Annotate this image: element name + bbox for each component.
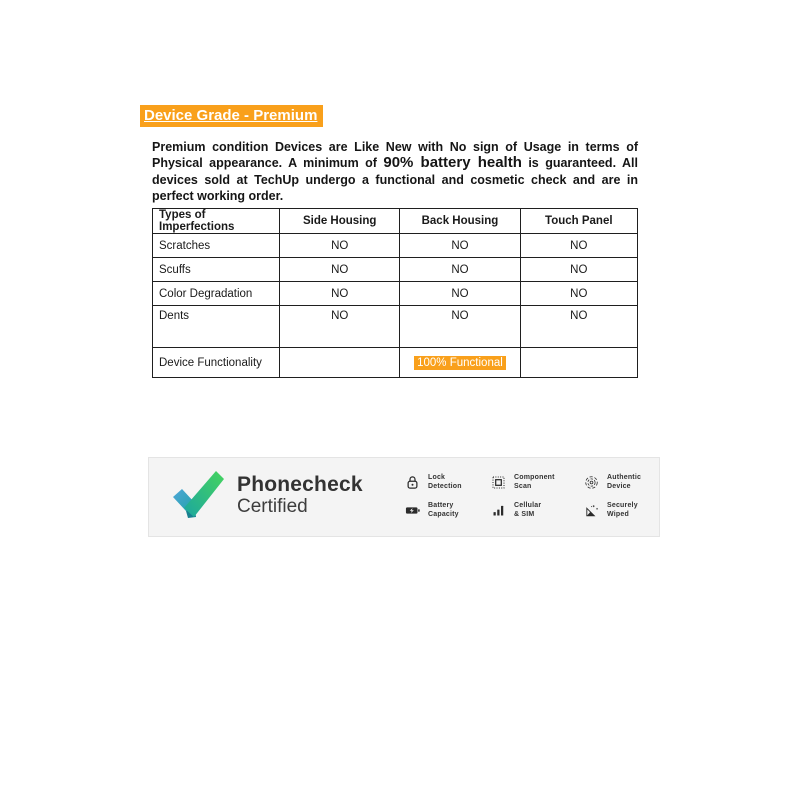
feature-battery	[404, 502, 482, 519]
column-header: Touch Panel	[520, 209, 637, 234]
highlighted-value: 100% Functional	[414, 356, 506, 370]
certification-features	[404, 474, 665, 519]
value-cell: NO	[520, 306, 637, 348]
table-row	[153, 258, 638, 282]
phonecheck-logo-text	[237, 474, 363, 517]
feature-label: Component Scan	[514, 474, 555, 490]
value-cell: NO	[280, 258, 400, 282]
value-cell: NO	[400, 258, 520, 282]
feature-securely	[583, 502, 665, 519]
column-header: Back Housing	[400, 209, 520, 234]
value-cell: NO	[280, 282, 400, 306]
intro-part1: Premium condition Devices are Like New with No sign of Usage in terms of Physical appearance. A minimum of	[152, 140, 638, 171]
phonecheck-brand: Phonecheck	[237, 472, 363, 496]
component-scan-icon	[490, 475, 506, 491]
value-cell	[280, 348, 400, 378]
phonecheck-certified-badge	[148, 457, 660, 537]
phonecheck-logo	[173, 471, 363, 519]
table-header-row	[153, 209, 638, 234]
row-label-cell: Color Degradation	[153, 282, 280, 306]
value-cell: NO	[400, 282, 520, 306]
value-cell: NO	[520, 258, 637, 282]
imperfections-table	[152, 208, 638, 378]
feature-lock	[404, 474, 482, 491]
row-label-cell: Scuffs	[153, 258, 280, 282]
value-cell: NO	[400, 234, 520, 258]
value-cell: NO	[520, 234, 637, 258]
intro-highlight-text: 90% battery health	[383, 154, 522, 172]
table-row	[153, 282, 638, 306]
value-cell: NO	[400, 306, 520, 348]
feature-cellular	[490, 502, 575, 519]
wipe-icon	[583, 503, 599, 519]
feature-label: Authentic Device	[607, 474, 642, 490]
intro-part2: is guaranteed. All devices sold at TechUp undergo a functional and cosmetic check and are in perfect working order.	[152, 156, 638, 204]
intro-paragraph	[152, 139, 638, 205]
row-label-cell: Scratches	[153, 234, 280, 258]
value-cell	[520, 348, 637, 378]
signal-bars-icon	[490, 503, 506, 519]
checkmark-icon	[173, 471, 225, 519]
row-label-cell: Dents	[153, 306, 280, 348]
row-label-cell: Device Functionality	[153, 348, 280, 378]
value-cell	[400, 348, 520, 378]
feature-label: Cellular & SIM	[514, 502, 542, 518]
feature-authentic	[583, 474, 665, 491]
value-cell: NO	[520, 282, 637, 306]
feature-label: Securely Wiped	[607, 502, 638, 518]
feature-label: Battery Capacity	[428, 502, 459, 518]
battery-icon	[404, 503, 420, 519]
table-row	[153, 348, 638, 378]
page-title	[140, 105, 323, 127]
table-row	[153, 234, 638, 258]
page-title-text: Device Grade - Premium	[144, 107, 318, 124]
value-cell: NO	[280, 306, 400, 348]
feature-component	[490, 474, 575, 491]
table-row	[153, 306, 638, 348]
column-header: Side Housing	[280, 209, 400, 234]
lock-icon	[404, 475, 420, 491]
fingerprint-icon	[583, 475, 599, 491]
column-header: Types of Imperfections	[153, 209, 280, 234]
phonecheck-certified-label: Certified	[237, 495, 308, 517]
feature-label: Lock Detection	[428, 474, 462, 490]
value-cell: NO	[280, 234, 400, 258]
